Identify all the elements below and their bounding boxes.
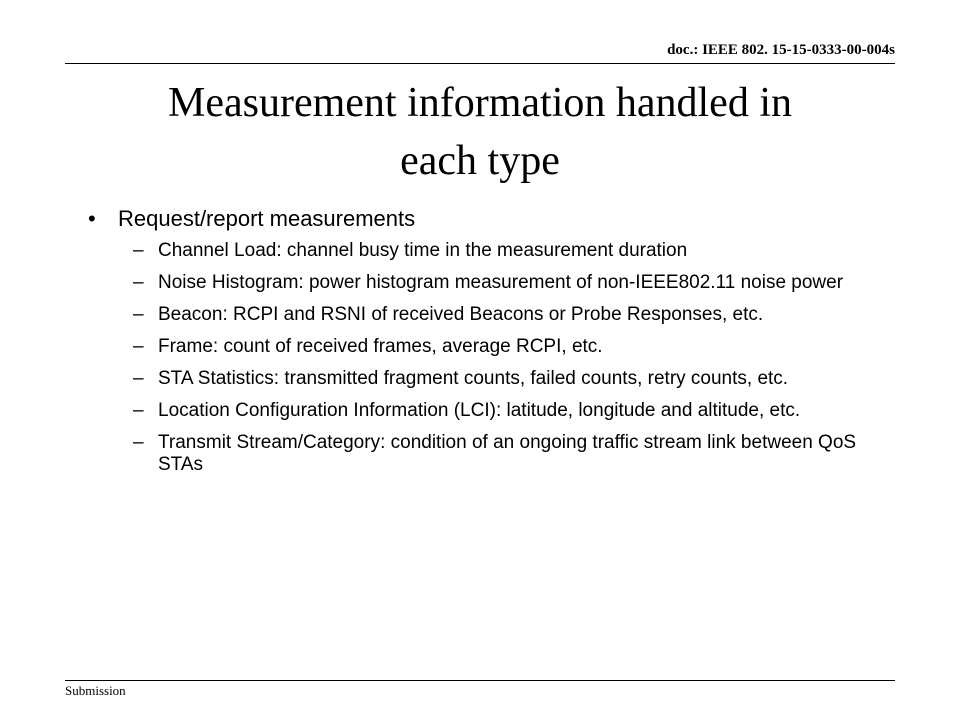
- list-item: [133, 272, 878, 294]
- dash-marker: –: [133, 336, 144, 357]
- measurement-list: [88, 240, 878, 476]
- list-item: [133, 400, 878, 422]
- list-item: [133, 368, 878, 390]
- dash-marker: –: [133, 432, 144, 453]
- list-item: [133, 304, 878, 326]
- dash-marker: –: [133, 368, 144, 389]
- footer-submission: Submission: [65, 683, 126, 698]
- slide-title-line-1: Measurement information handled in: [168, 80, 792, 126]
- list-item-text: STA Statistics: transmitted fragment counts, failed counts, retry counts, etc.: [158, 368, 789, 389]
- list-item-text: Transmit Stream/Category: condition of an ongoing traffic stream link between QoS STAs: [158, 432, 857, 475]
- slide-title-line-2: each type: [400, 138, 560, 184]
- dash-marker: –: [133, 240, 144, 261]
- dash-marker: –: [133, 400, 144, 421]
- footer-rule: [65, 680, 895, 681]
- bullet-item: [88, 206, 878, 232]
- dash-marker: –: [133, 272, 144, 293]
- list-item: [133, 432, 878, 476]
- list-item-text: Beacon: RCPI and RSNI of received Beacons or Probe Responses, etc.: [158, 304, 764, 325]
- slide-body: [88, 206, 878, 486]
- list-item: [133, 240, 878, 262]
- list-item-text: Noise Histogram: power histogram measurement of non-IEEE802.11 noise power: [158, 272, 844, 293]
- list-item-text: Channel Load: channel busy time in the measurement duration: [158, 240, 688, 261]
- list-item: [133, 336, 878, 358]
- bullet-marker: •: [88, 206, 96, 231]
- dash-marker: –: [133, 304, 144, 325]
- list-item-text: Location Configuration Information (LCI): latitude, longitude and altitude, etc.: [158, 400, 801, 421]
- bullet-text: Request/report measurements: [118, 206, 416, 231]
- list-item-text: Frame: count of received frames, average RCPI, etc.: [158, 336, 603, 357]
- document-id: doc.: IEEE 802. 15-15-0333-00-004s: [667, 42, 895, 58]
- header-rule: [65, 63, 895, 64]
- slide-title: [95, 74, 865, 190]
